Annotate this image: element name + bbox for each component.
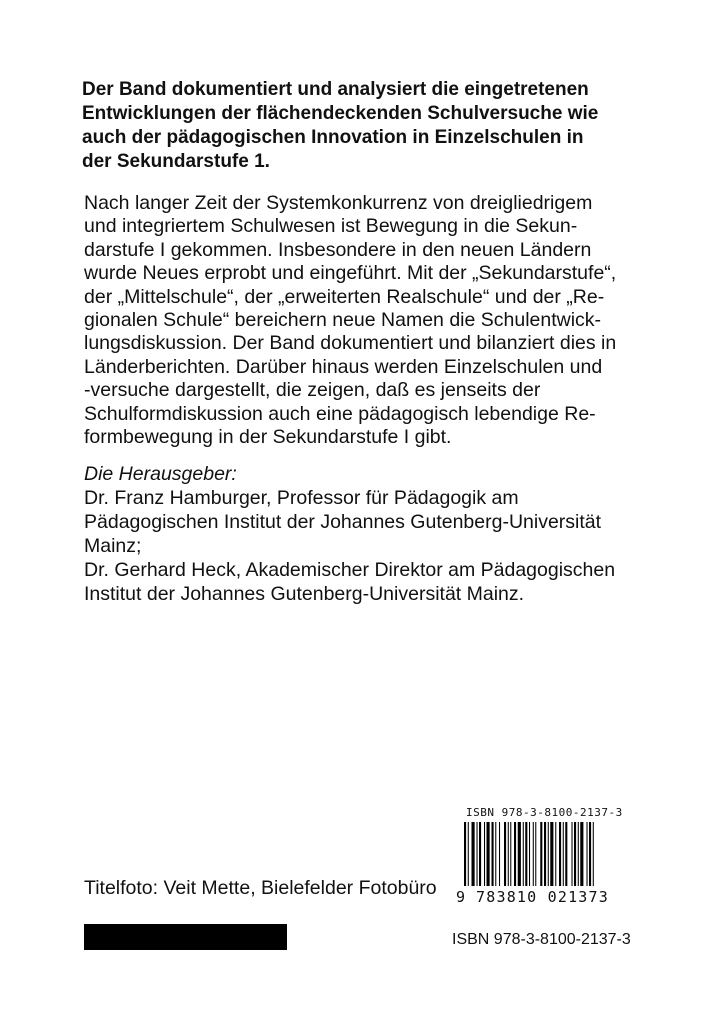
barcode-bar	[593, 822, 594, 886]
barcode-bar	[535, 822, 536, 886]
isbn-barcode	[452, 806, 652, 916]
barcode-bars	[462, 822, 644, 892]
barcode-bar	[559, 822, 561, 886]
body-line: darstufe I gekommen. Insbesondere in den neuen Ländern	[84, 238, 592, 261]
barcode-bar	[514, 822, 516, 886]
barcode-bar	[572, 822, 573, 886]
barcode-bar	[499, 822, 500, 886]
barcode-bar	[468, 822, 469, 886]
photo-credit: Titelfoto: Veit Mette, Bielefelder Fotobüro	[84, 877, 437, 899]
barcode-bar	[533, 822, 534, 886]
lead-line: Entwicklungen der flächendeckenden Schulversuche wie	[82, 103, 599, 124]
lead-line: Der Band dokumentiert und analysiert die eingetretenen	[82, 79, 589, 100]
body-line: der „Mittelschule“, der „erweiterten Realschule“ und der „Re-	[84, 285, 605, 308]
editor-line: Institut der Johannes Gutenberg-Universität Mainz.	[84, 583, 525, 605]
barcode-bar	[487, 822, 490, 886]
lead-line: auch der pädagogischen Innovation in Einzelschulen in	[82, 127, 584, 148]
barcode-bar	[508, 822, 509, 886]
barcode-bar	[523, 822, 524, 886]
body-line: wurde Neues erprobt und eingeführt. Mit der „Sekundarstufe“,	[84, 262, 617, 285]
editor-line: Pädagogischen Institut der Johannes Gutenberg-Universität	[84, 511, 602, 533]
editors-section	[84, 462, 664, 606]
ean-first-digit: 9	[456, 888, 466, 906]
barcode-bar	[510, 822, 511, 886]
body-line: formbewegung in der Sekundarstufe I gibt.	[84, 426, 452, 449]
barcode-bar	[540, 822, 542, 886]
editor-line: Mainz;	[84, 535, 142, 557]
barcode-bar	[550, 822, 553, 886]
barcode-bar	[525, 822, 527, 886]
editor-line: Dr. Franz Hamburger, Professor für Pädagogik am	[84, 487, 519, 509]
barcode-bar	[479, 822, 481, 886]
barcode-bar	[544, 822, 546, 886]
barcode-bar	[587, 822, 588, 886]
ean-digits: 783810 021373	[476, 888, 609, 906]
barcode-bar	[472, 822, 475, 886]
body-line: Schulformdiskussion auch eine pädagogisch lebendige Re-	[84, 402, 596, 425]
barcode-bar	[529, 822, 530, 886]
barcode-bar	[464, 822, 466, 886]
body-line: -versuche dargestellt, die zeigen, daß es jenseits der	[84, 379, 541, 402]
body-line: Länderberichten. Darüber hinaus werden Einzelschulen und	[84, 355, 603, 378]
description-paragraph	[84, 192, 644, 449]
barcode-bar	[477, 822, 478, 886]
editor-line: Dr. Gerhard Heck, Akademischer Direktor am Pädagogischen	[84, 559, 616, 581]
barcode-bar	[492, 822, 494, 886]
barcode-bar	[484, 822, 485, 886]
body-line: lungsdiskussion. Der Band dokumentiert und bilanziert dies in	[84, 332, 617, 355]
barcode-bar	[495, 822, 496, 886]
body-line: gionalen Schule“ bereichern neue Namen die Schulentwick-	[84, 309, 602, 332]
redaction-bar	[84, 924, 287, 950]
lead-line: der Sekundarstufe 1.	[82, 151, 270, 172]
barcode-bar	[565, 822, 567, 886]
barcode-bar	[578, 822, 579, 886]
barcode-bar	[589, 822, 591, 886]
body-line: Nach langer Zeit der Systemkonkurrenz von dreigliedrigem	[84, 192, 593, 214]
barcode-isbn-label: ISBN 978-3-8100-2137-3	[466, 806, 623, 819]
barcode-bar	[580, 822, 583, 886]
barcode-bar	[518, 822, 521, 886]
barcode-bar	[574, 822, 576, 886]
body-line: und integriertem Schulwesen ist Bewegung in die Sekun-	[84, 215, 578, 238]
barcode-bar	[563, 822, 564, 886]
barcode-bar	[548, 822, 549, 886]
lead-paragraph	[82, 78, 642, 174]
isbn-text: ISBN 978-3-8100-2137-3	[452, 931, 631, 948]
barcode-bar	[504, 822, 506, 886]
barcode-bar	[555, 822, 556, 886]
editors-heading: Die Herausgeber:	[84, 463, 237, 485]
